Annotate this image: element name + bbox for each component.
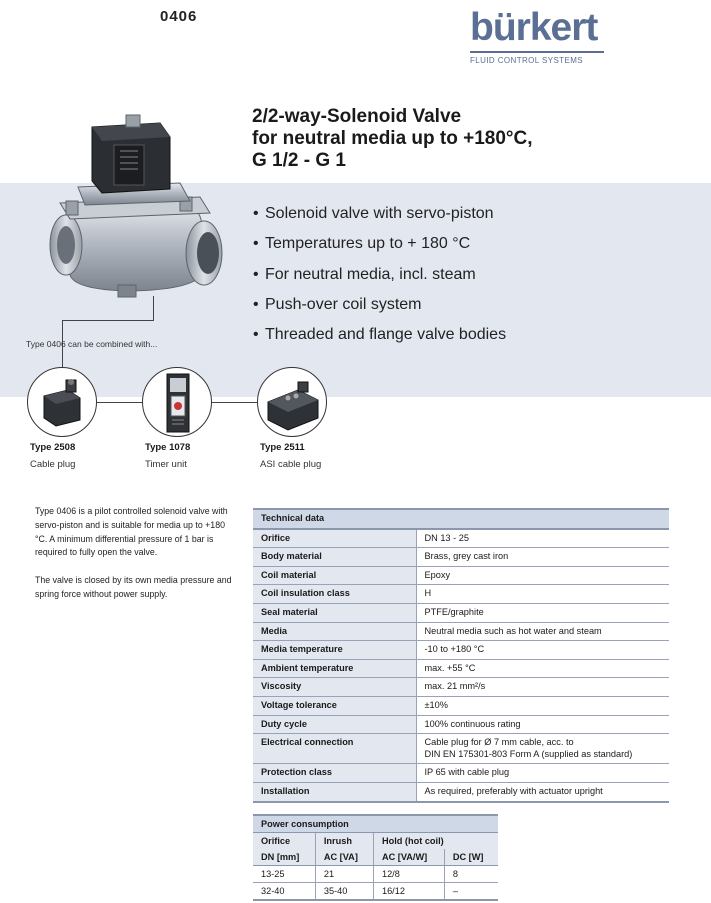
table-row: Installation As required, preferably with actuator upright bbox=[253, 782, 669, 801]
product-description bbox=[35, 505, 235, 616]
timer-unit-icon bbox=[143, 368, 212, 437]
title-line: 2/2-way-Solenoid Valve bbox=[252, 106, 462, 127]
title-line: for neutral media up to +180°C, bbox=[252, 128, 533, 149]
table-row: 32-40 35-40 16/12 – bbox=[253, 883, 498, 901]
feature-item: • Temperatures up to + 180 °C bbox=[253, 235, 471, 253]
table-subheader-row: Orifice Inrush Hold (hot coil) bbox=[253, 833, 498, 850]
table-title: Power consumption bbox=[253, 815, 498, 833]
connector-line bbox=[153, 296, 154, 321]
cable-plug-icon bbox=[28, 368, 97, 437]
connector-line bbox=[212, 402, 257, 403]
feature-list bbox=[253, 199, 506, 350]
description-paragraph: The valve is closed by its own media pressure and spring force without power supply. bbox=[35, 575, 232, 599]
logo-divider bbox=[470, 51, 604, 53]
table-row: Coil material Epoxy bbox=[253, 566, 669, 585]
table-header-row bbox=[253, 815, 498, 833]
table-row: Media Neutral media such as hot water and steam bbox=[253, 622, 669, 641]
burkert-logo bbox=[470, 6, 610, 65]
table-row: Media temperature -10 to +180 °C bbox=[253, 641, 669, 660]
product-title bbox=[252, 106, 533, 172]
table-row: Protection class IP 65 with cable plug bbox=[253, 764, 669, 783]
combined-label: Type 0406 can be combined with... bbox=[26, 339, 158, 349]
table-subheader-row: DN [mm] AC [VA] AC [VA/W] DC [W] bbox=[253, 849, 498, 866]
asi-cable-plug-icon bbox=[258, 368, 327, 437]
accessory-1078 bbox=[142, 367, 212, 437]
accessory-type: Type 2511 bbox=[260, 442, 305, 453]
table-row: Ambient temperature max. +55 °C bbox=[253, 659, 669, 678]
table-row: Coil insulation class H bbox=[253, 585, 669, 604]
accessory-2508 bbox=[27, 367, 97, 437]
feature-item: • Push-over coil system bbox=[253, 295, 422, 313]
logo-subtitle: FLUID CONTROL SYSTEMS bbox=[470, 56, 584, 65]
table-row: Orifice DN 13 - 25 bbox=[253, 529, 669, 548]
table-row: Electrical connection Cable plug for Ø 7 mm cable, acc. to DIN EN 175301-803 Form A (supplied as standard) bbox=[253, 734, 669, 764]
doc-number: 0406 bbox=[160, 8, 198, 25]
power-consumption-table bbox=[253, 814, 498, 901]
description-paragraph: Type 0406 is a pilot controlled solenoid valve with servo-piston and is suitable for media up to +180 °C. A minimum differential pressure of 1 bar is required to fully open the valve. bbox=[35, 506, 228, 558]
technical-data-table bbox=[253, 508, 669, 803]
accessory-type: Type 2508 bbox=[30, 442, 76, 453]
feature-item: • Solenoid valve with servo-piston bbox=[253, 205, 494, 222]
solenoid-valve-image bbox=[30, 105, 230, 305]
table-row: Seal material PTFE/graphite bbox=[253, 603, 669, 622]
connector-line bbox=[62, 320, 154, 321]
accessory-desc: Cable plug bbox=[30, 459, 76, 470]
title-line: G 1/2 - G 1 bbox=[252, 150, 346, 171]
table-title: Technical data bbox=[253, 509, 669, 529]
logo-wordmark: bürkert bbox=[470, 6, 598, 49]
accessory-type: Type 1078 bbox=[145, 442, 191, 453]
accessory-desc: ASI cable plug bbox=[260, 459, 322, 470]
feature-item: • For neutral media, incl. steam bbox=[253, 265, 476, 283]
feature-item: • Threaded and flange valve bodies bbox=[253, 326, 507, 344]
table-row: Viscosity max. 21 mm²/s bbox=[253, 678, 669, 697]
accessory-2511 bbox=[257, 367, 327, 437]
table-row: Duty cycle 100% continuous rating bbox=[253, 715, 669, 734]
accessory-desc: Timer unit bbox=[145, 459, 187, 470]
table-row: Body material Brass, grey cast iron bbox=[253, 548, 669, 567]
table-row: Voltage tolerance ±10% bbox=[253, 696, 669, 715]
table-row: 13-25 21 12/8 8 bbox=[253, 866, 498, 883]
connector-line bbox=[97, 402, 142, 403]
table-header-row bbox=[253, 509, 669, 529]
